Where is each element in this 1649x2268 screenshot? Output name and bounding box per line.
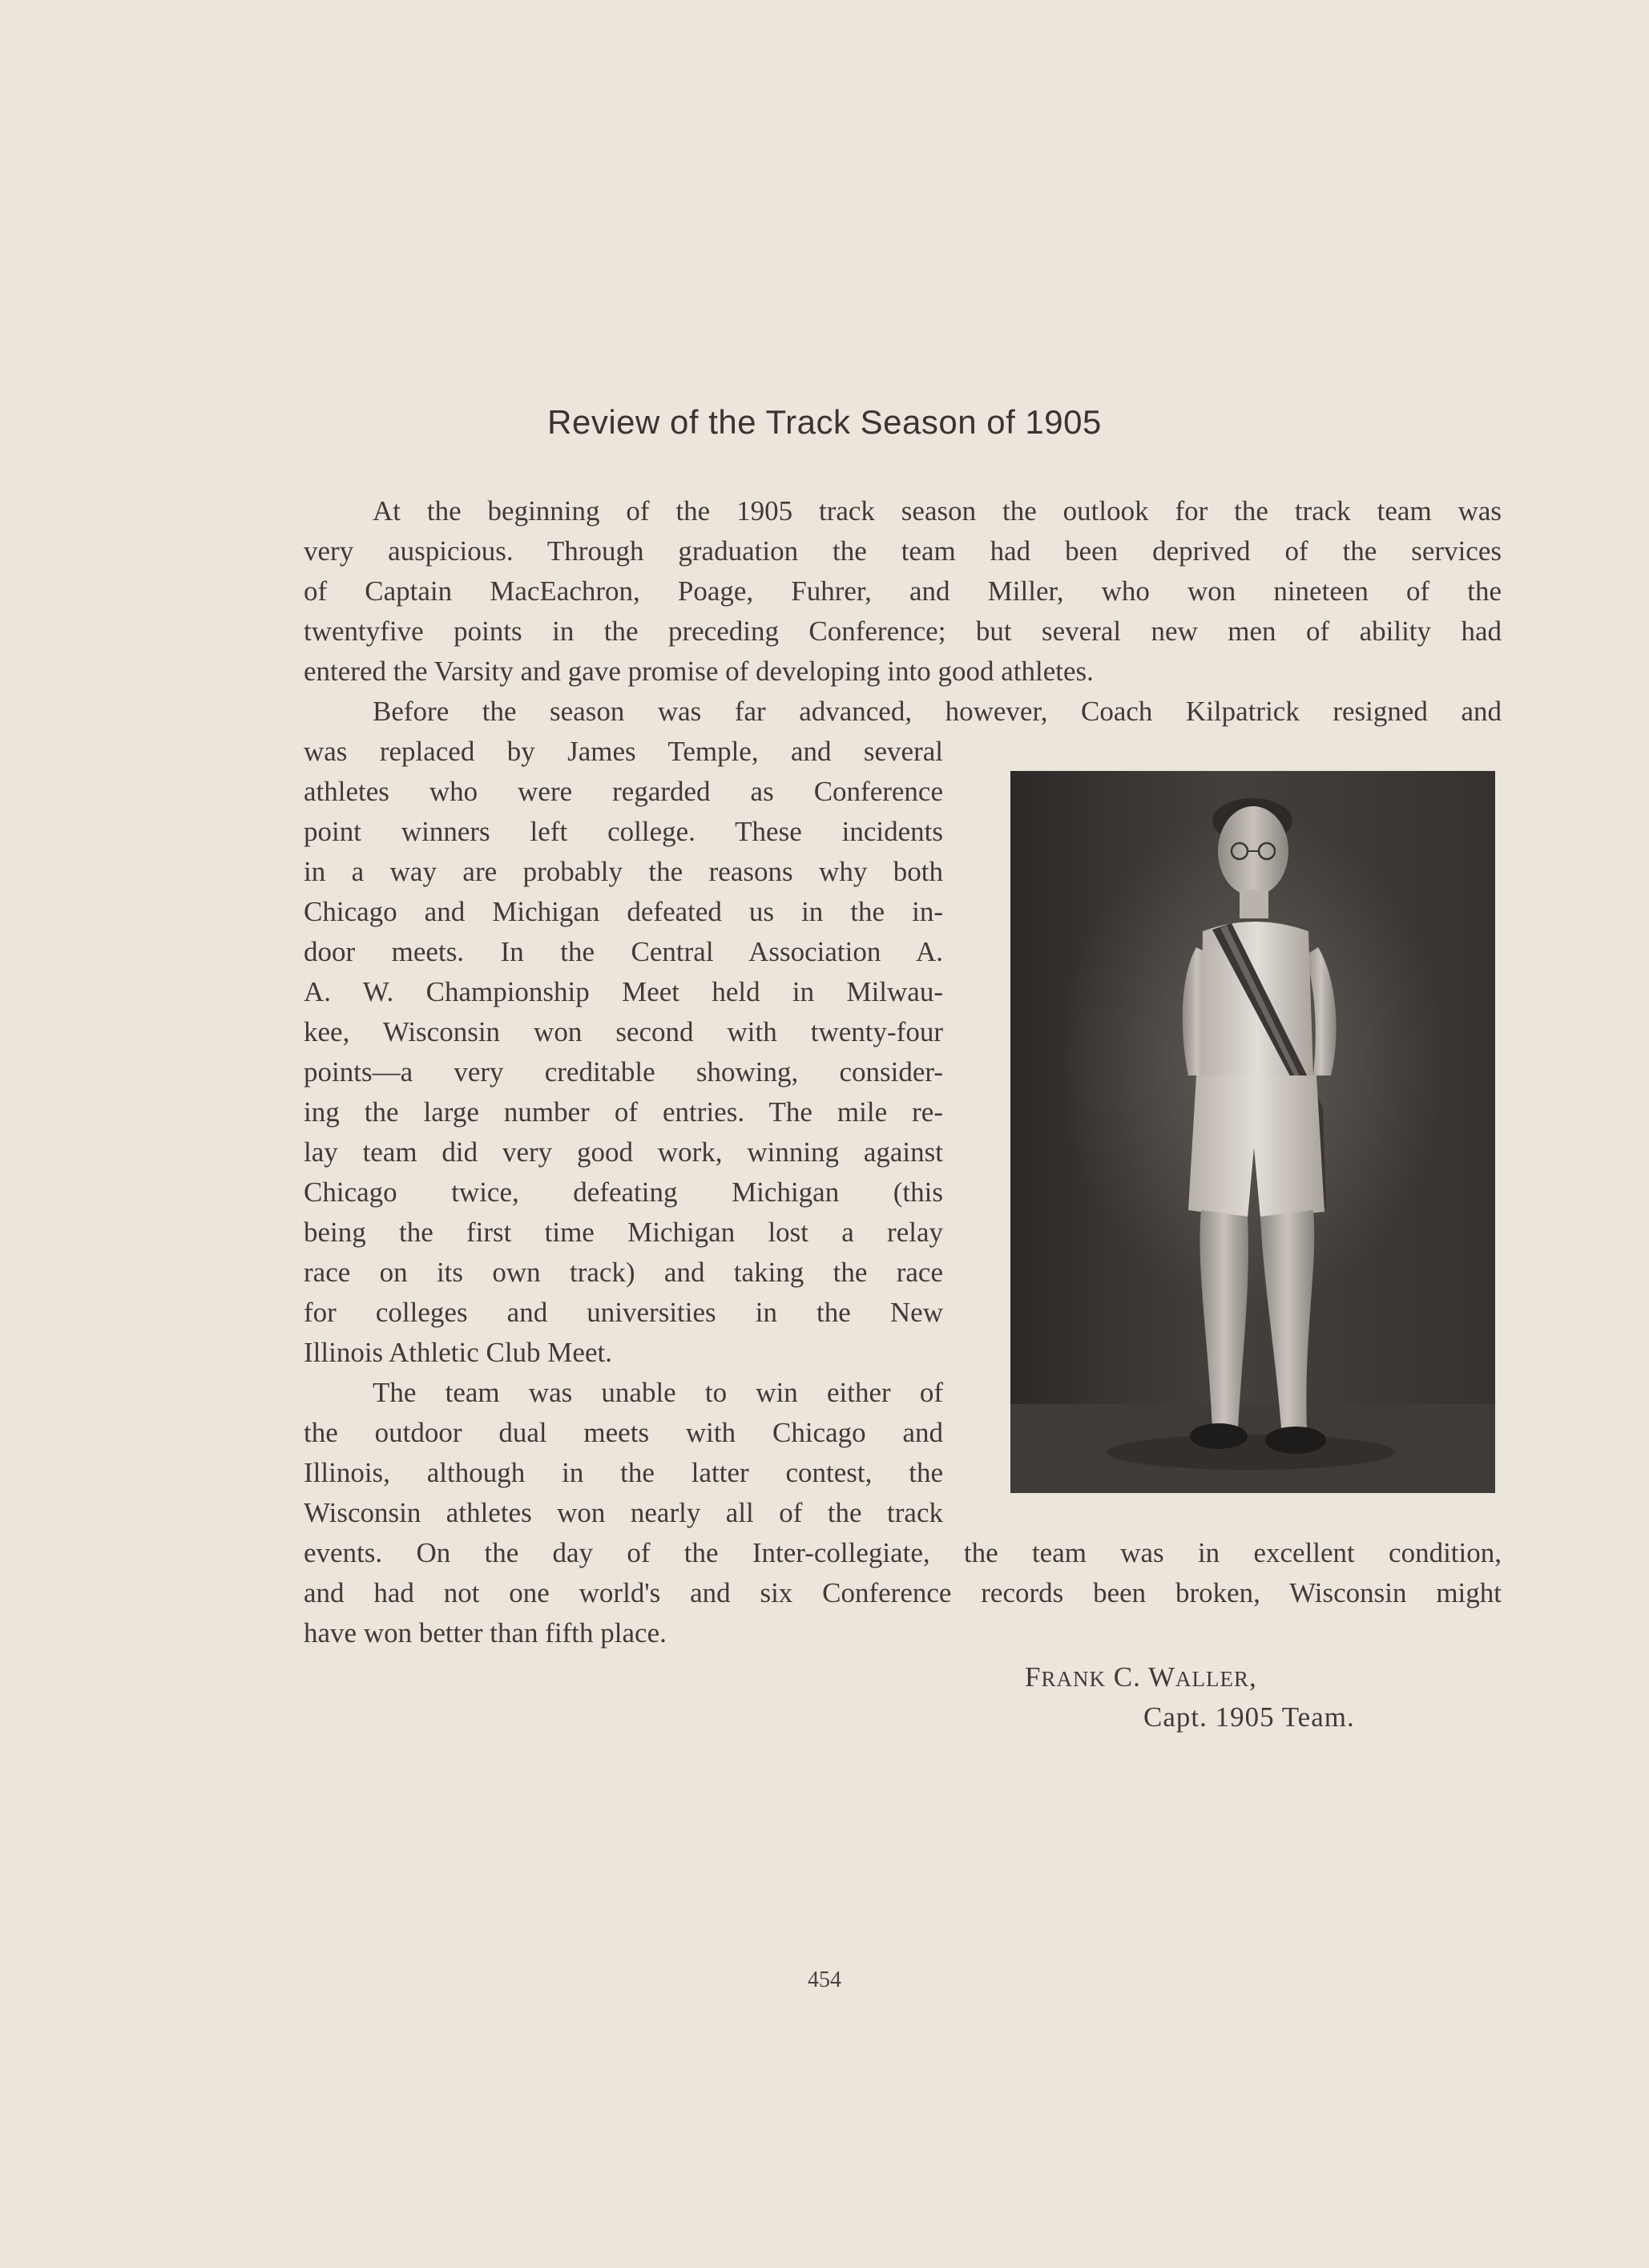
text-line: points—a very creditable showing, consider- (304, 1056, 943, 1088)
text-line: have won better than fifth place. (304, 1617, 667, 1649)
text-line: ing the large number of entries. The mile re- (304, 1096, 943, 1128)
text-line: of Captain MacEachron, Poage, Fuhrer, and Miller, who won nineteen of the (304, 575, 1502, 607)
text-line: The team was unable to win either of (373, 1377, 943, 1408)
text-line: door meets. In the Central Association A. (304, 936, 943, 967)
text-line: Before the season was far advanced, however, Coach Kilpatrick resigned and (373, 696, 1502, 727)
text-line: for colleges and universities in the New (304, 1297, 943, 1328)
athlete-figure (1010, 771, 1495, 1493)
athlete-photograph (1010, 771, 1495, 1493)
text-line: very auspicious. Through graduation the team had been deprived of the services (304, 535, 1502, 567)
text-line: Wisconsin athletes won nearly all of the track (304, 1497, 943, 1528)
text-line: athletes who were regarded as Conference (304, 776, 943, 807)
text-line: in a way are probably the reasons why both (304, 856, 943, 887)
text-line: the outdoor dual meets with Chicago and (304, 1417, 943, 1448)
page-title: Review of the Track Season of 1905 (547, 403, 1102, 441)
text-line: A. W. Championship Meet held in Milwau- (304, 976, 943, 1007)
text-line: kee, Wisconsin won second with twenty-four (304, 1016, 943, 1047)
text-line: events. On the day of the Inter-collegiate, the team was in excellent condition, (304, 1537, 1502, 1568)
text-line: Chicago twice, defeating Michigan (this (304, 1176, 943, 1208)
text-line: lay team did very good work, winning against (304, 1136, 943, 1168)
text-line: Illinois Athletic Club Meet. (304, 1337, 612, 1368)
page-number: 454 (808, 1967, 841, 1992)
text-line: entered the Varsity and gave promise of developing into good athletes. (304, 656, 1094, 687)
text-line: race on its own track) and taking the race (304, 1257, 943, 1288)
text-line: being the first time Michigan lost a relay (304, 1217, 943, 1248)
author-name: FRANK C. WALLER, (1025, 1661, 1257, 1693)
text-line: Illinois, although in the latter contest, the (304, 1457, 943, 1488)
text-line: point winners left college. These incidents (304, 816, 943, 847)
text-line: At the beginning of the 1905 track season the outlook for the track team was (373, 495, 1502, 527)
text-line: and had not one world's and six Conference records been broken, Wisconsin might (304, 1577, 1502, 1608)
text-line: twentyfive points in the preceding Conference; but several new men of ability had (304, 615, 1502, 647)
text-line: Chicago and Michigan defeated us in the in- (304, 896, 943, 927)
text-line: was replaced by James Temple, and several (304, 736, 943, 767)
author-role: Capt. 1905 Team. (1143, 1701, 1355, 1733)
